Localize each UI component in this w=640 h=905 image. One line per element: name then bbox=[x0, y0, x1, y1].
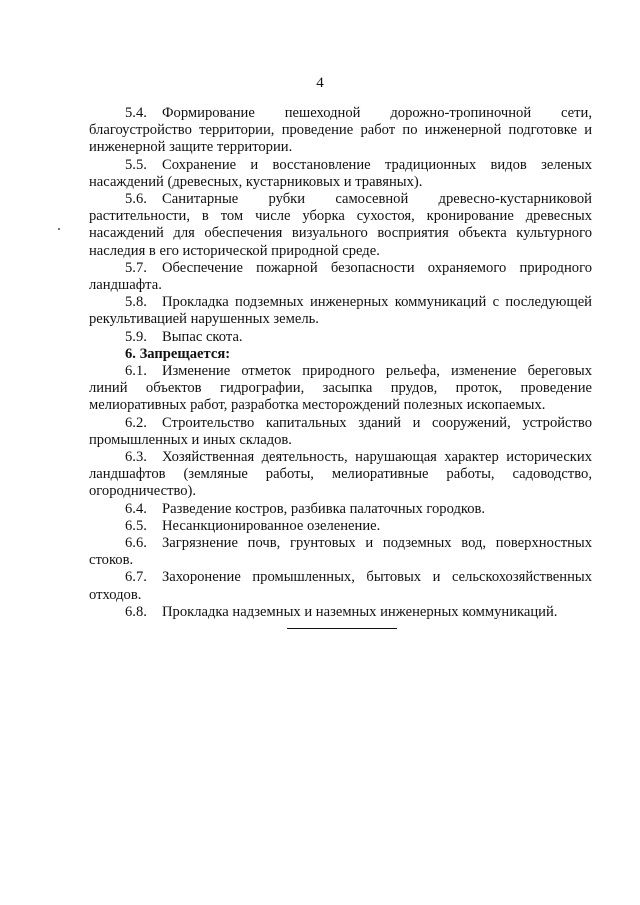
item-6-4 bbox=[89, 501, 592, 518]
item-number: 6.5. bbox=[125, 517, 147, 534]
item-text: Санитарные рубки самосевной древесно-кустарниковой растительности, в том числе уборка сухостоя, кронирование древесных насаждений для обеспечения визуального восприятия объекта культурного наследия в его исторической природной среде. bbox=[89, 191, 592, 259]
item-number: 6.7. bbox=[125, 569, 147, 586]
item-number: 5.4. bbox=[125, 105, 147, 121]
item-text: Захоронение промышленных, бытовых и сельскохозяйственных отходов. bbox=[89, 569, 592, 603]
item-number: 6.8. bbox=[125, 603, 147, 620]
item-number: 5.6. bbox=[125, 191, 147, 208]
item-text: Обеспечение пожарной безопасности охраняемого природного ландшафта. bbox=[89, 259, 592, 294]
item-6-3 bbox=[89, 449, 592, 501]
item-number: 5.5. bbox=[125, 156, 147, 173]
page-number: 4 bbox=[316, 75, 324, 91]
item-6-7 bbox=[89, 569, 592, 603]
item-5-5 bbox=[89, 157, 592, 191]
item-text: Прокладка надземных и наземных инженерных коммуникаций. bbox=[162, 603, 558, 620]
item-number: 6.4. bbox=[125, 500, 147, 517]
section-6-heading: 6. Запрещается: bbox=[125, 345, 231, 362]
item-6-5 bbox=[89, 518, 592, 535]
item-6-2 bbox=[89, 415, 592, 449]
item-6-8 bbox=[89, 604, 592, 621]
item-number: 6.3. bbox=[125, 449, 147, 466]
scan-speck bbox=[58, 228, 60, 230]
item-5-6 bbox=[89, 191, 592, 260]
item-number: 5.7. bbox=[125, 259, 147, 276]
item-text: Изменение отметок природного рельефа, изменение береговых линий объектов гидрографии, засыпка прудов, проток, проведение мелиоративных работ, разработка месторождений полезных ископаемых. bbox=[89, 363, 592, 414]
item-text: Формирование пешеходной дорожно-тропиночной сети, благоустройство территории, проведение работ по инженерной подготовке и инженерной защите территории. bbox=[89, 105, 592, 156]
item-text: Выпас скота. bbox=[162, 328, 243, 345]
item-text: Хозяйственная деятельность, нарушающая характер исторических ландшафтов (земляные работы, мелиоративные работы, садоводство, огородничество). bbox=[89, 449, 592, 500]
item-number: 6.2. bbox=[125, 414, 147, 431]
item-6-1 bbox=[89, 363, 592, 415]
item-number: 6.1. bbox=[125, 363, 147, 380]
item-text: Загрязнение почв, грунтовых и подземных вод, поверхностных стоков. bbox=[89, 535, 592, 569]
item-5-8 bbox=[89, 294, 592, 328]
item-number: 6.6. bbox=[125, 535, 147, 552]
item-text: Разведение костров, разбивка палаточных городков. bbox=[162, 500, 486, 517]
end-divider-line bbox=[287, 628, 397, 629]
item-text: Несанкционированное озеленение. bbox=[162, 517, 381, 534]
item-5-7 bbox=[89, 260, 592, 294]
item-number: 5.9. bbox=[125, 328, 147, 345]
item-6-6 bbox=[89, 535, 592, 569]
item-text: Строительство капитальных зданий и сооружений, устройство промышленных и иных складов. bbox=[89, 414, 592, 448]
item-5-9 bbox=[89, 329, 592, 346]
document-body bbox=[89, 105, 592, 621]
item-5-4 bbox=[89, 105, 592, 157]
item-text: Прокладка подземных инженерных коммуникаций с последующей рекультивацией нарушенных земель. bbox=[89, 294, 592, 328]
item-number: 5.8. bbox=[125, 294, 147, 311]
item-text: Сохранение и восстановление традиционных видов зеленых насаждений (древесных, кустарниковых и травяных). bbox=[89, 156, 592, 190]
